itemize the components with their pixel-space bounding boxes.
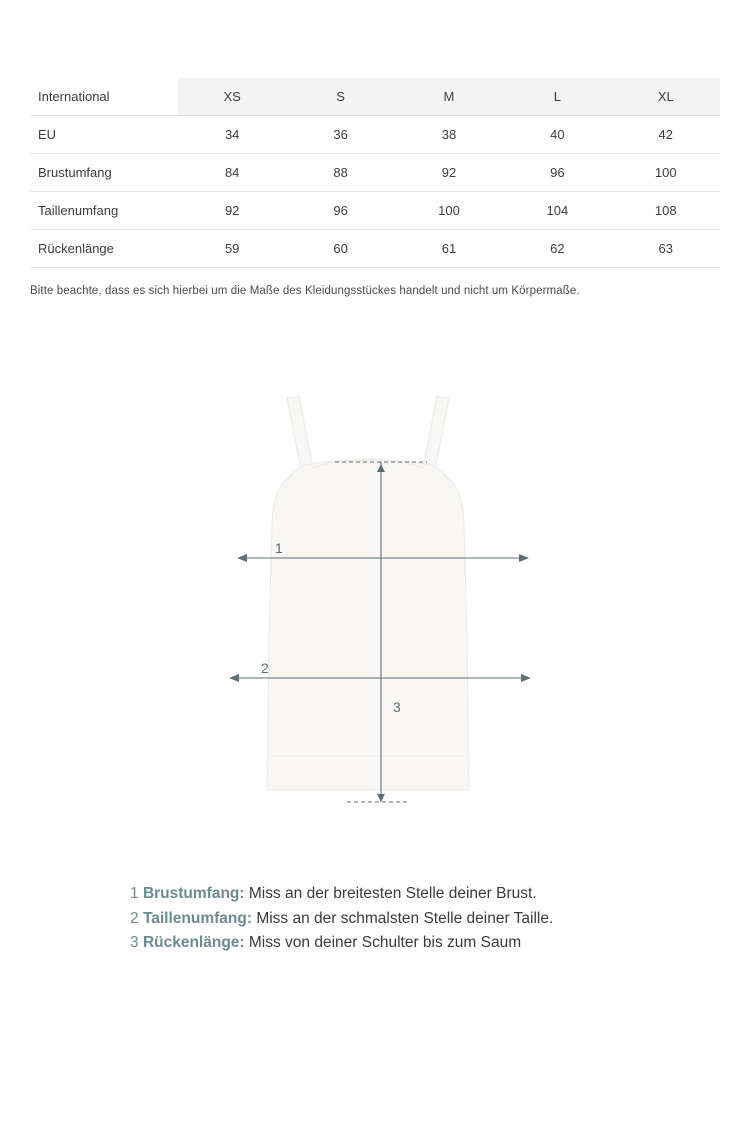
column-header-m: M: [395, 78, 503, 116]
measurement-legend: [130, 882, 650, 956]
cell-eu-l: 40: [503, 116, 611, 154]
column-header-international: International: [30, 78, 178, 116]
row-label-ruckenlange: Rückenlänge: [30, 230, 178, 268]
column-header-xl: XL: [612, 78, 720, 116]
cell-brustumfang-s: 88: [286, 154, 394, 192]
legend-term-2: Taillenumfang:: [142, 909, 253, 927]
cell-brustumfang-l: 96: [503, 154, 611, 192]
column-header-xs: XS: [178, 78, 286, 116]
cell-ruckenlange-m: 61: [395, 230, 503, 268]
legend-item-3: [130, 931, 650, 956]
garment-shape: [267, 396, 469, 790]
size-table-body: [30, 116, 720, 268]
size-table: [30, 78, 720, 268]
garment-diagram: [195, 390, 555, 820]
size-table-container: [30, 78, 720, 268]
legend-item-1: [130, 882, 650, 907]
legend-desc-2: Miss an der schmalsten Stelle deiner Taille.: [256, 909, 554, 927]
diagram-marker-2: 2: [261, 660, 269, 676]
column-header-l: L: [503, 78, 611, 116]
size-table-header: [30, 78, 720, 116]
diagram-marker-3: 3: [393, 699, 401, 715]
legend-term-1: Brustumfang:: [142, 885, 245, 902]
table-row: [30, 192, 720, 230]
legend-desc-1: Miss an der breitesten Stelle deiner Brust.: [248, 885, 537, 902]
table-row: [30, 230, 720, 268]
cell-taillenumfang-xl: 108: [612, 192, 720, 230]
cell-ruckenlange-xl: 63: [612, 230, 720, 268]
legend-term-3: Rückenlänge:: [142, 934, 245, 951]
cell-eu-s: 36: [286, 116, 394, 154]
cell-taillenumfang-m: 100: [395, 192, 503, 230]
cell-taillenumfang-xs: 92: [178, 192, 286, 230]
table-header-row: [30, 78, 720, 116]
cell-eu-xs: 34: [178, 116, 286, 154]
cell-ruckenlange-s: 60: [286, 230, 394, 268]
legend-number-3: 3: [130, 934, 139, 951]
table-row: [30, 154, 720, 192]
cell-ruckenlange-xs: 59: [178, 230, 286, 268]
legend-number-2: 2: [130, 909, 139, 927]
cell-brustumfang-m: 92: [395, 154, 503, 192]
legend-number-1: 1: [130, 885, 139, 902]
table-row: [30, 116, 720, 154]
cell-ruckenlange-l: 62: [503, 230, 611, 268]
row-label-taillenumfang: Taillenumfang: [30, 192, 178, 230]
diagram-marker-1: 1: [275, 540, 283, 556]
cell-brustumfang-xs: 84: [178, 154, 286, 192]
cell-taillenumfang-s: 96: [286, 192, 394, 230]
cell-taillenumfang-l: 104: [503, 192, 611, 230]
legend-desc-3: Miss von deiner Schulter bis zum Saum: [248, 934, 522, 951]
cell-eu-xl: 42: [612, 116, 720, 154]
measurement-note: Bitte beachte, dass es sich hierbei um die Maße des Kleidungsstückes handelt und nicht um Körpermaße.: [30, 285, 580, 297]
row-label-eu: EU: [30, 116, 178, 154]
legend-item-2: [130, 907, 650, 932]
cell-eu-m: 38: [395, 116, 503, 154]
column-header-s: S: [286, 78, 394, 116]
row-label-brustumfang: Brustumfang: [30, 154, 178, 192]
cell-brustumfang-xl: 100: [612, 154, 720, 192]
